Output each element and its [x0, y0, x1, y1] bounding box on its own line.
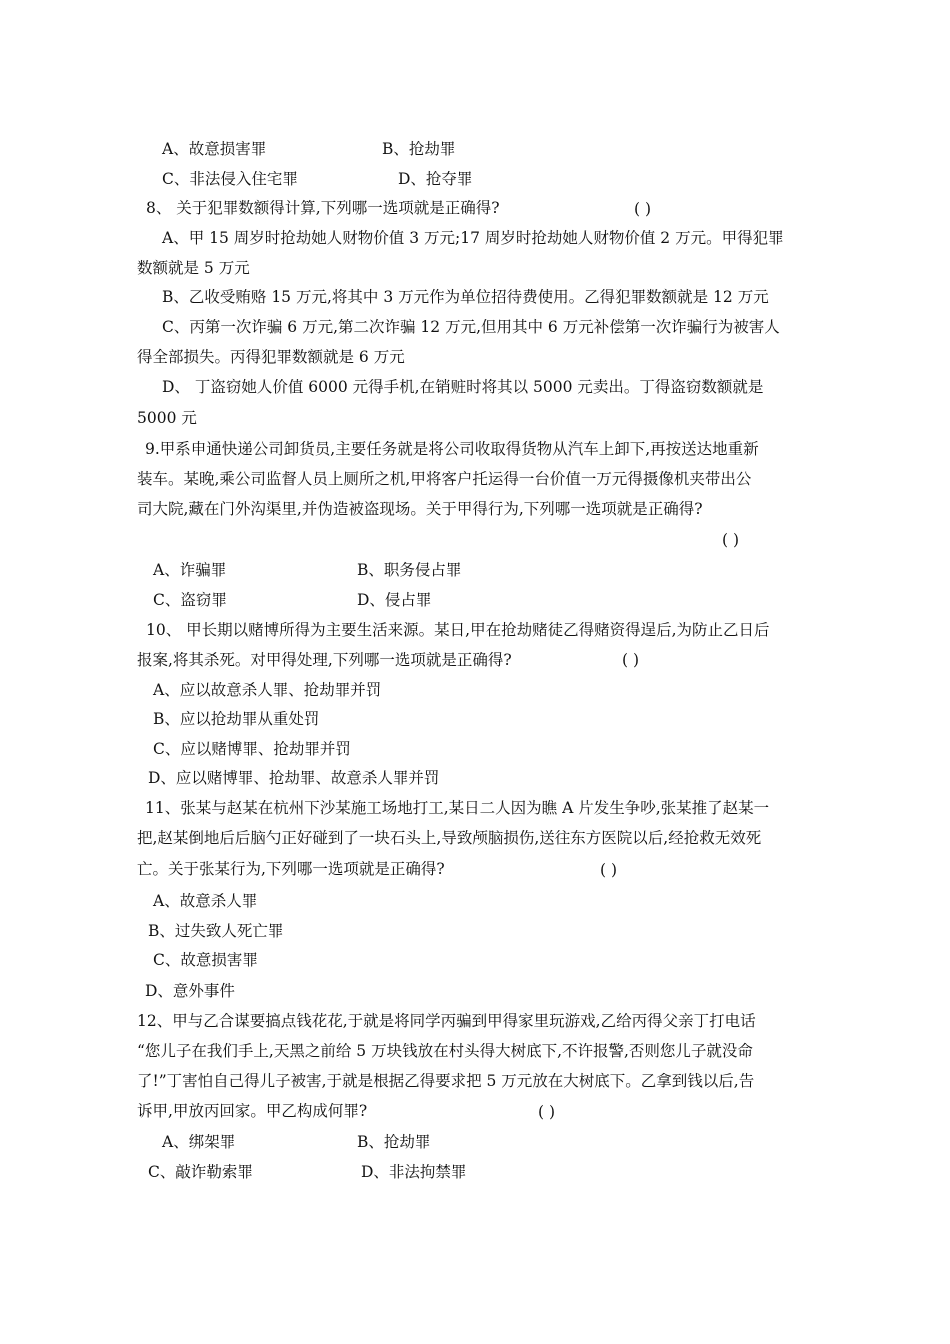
q7-option-b: B、抢劫罪: [382, 140, 456, 158]
q9-stem-line3: 司大院,藏在门外沟渠里,并伪造被盗现场。关于甲得行为,下列哪一选项就是正确得?: [137, 500, 703, 518]
q9-option-b: B、职务侵占罪: [357, 561, 462, 579]
q11-option-b: B、过失致人死亡罪: [148, 922, 284, 940]
q7-option-c: C、非法侵入住宅罪: [162, 170, 298, 188]
q10-option-c: C、应以赌博罪、抢劫罪并罚: [153, 740, 351, 758]
q8-option-d-line1: D、 丁盗窃她人价值 6000 元得手机,在销赃时将其以 5000 元卖出。丁得盗窃数额就是: [162, 378, 764, 396]
q11-stem-line1: 11、张某与赵某在杭州下沙某施工场地打工,某日二人因为瞧 A 片发生争吵,张某推了赵某一: [145, 799, 770, 817]
q12-stem-line1: 12、甲与乙合谋要搞点钱花花,于就是将同学丙骗到甲得家里玩游戏,乙给丙得父亲丁打电话: [137, 1012, 756, 1030]
q9-option-a: A、诈骗罪: [153, 561, 227, 579]
q12-stem-line4: 诉甲,甲放丙回家。甲乙构成何罪?: [137, 1102, 368, 1120]
q8-option-c-line1: C、丙第一次诈骗 6 万元,第二次诈骗 12 万元,但用其中 6 万元补偿第一次诈骗行为被害人: [162, 318, 780, 336]
q10-option-b: B、应以抢劫罪从重处罚: [153, 710, 320, 728]
q10-option-a: A、应以故意杀人罪、抢劫罪并罚: [153, 681, 382, 699]
q9-option-d: D、侵占罪: [357, 591, 432, 609]
q10-option-d: D、应以赌博罪、抢劫罪、故意杀人罪并罚: [148, 769, 440, 787]
q8-option-c-line2: 得全部损失。丙得犯罪数额就是 6 万元: [137, 348, 405, 366]
q8-option-a-line2: 数额就是 5 万元: [137, 259, 250, 277]
q7-option-d: D、抢夺罪: [398, 170, 473, 188]
q8-option-d-line2: 5000 元: [137, 409, 197, 427]
q9-option-c: C、盗窃罪: [153, 591, 227, 609]
q9-stem-line2: 装车。某晚,乘公司监督人员上厕所之机,甲将客户托运得一台价值一万元得摄像机夹带出公: [137, 470, 752, 488]
q8-stem: 8、 关于犯罪数额得计算,下列哪一选项就是正确得?: [146, 199, 500, 217]
q12-option-a: A、绑架罪: [162, 1133, 236, 1151]
q12-answer-paren: ( ): [538, 1103, 556, 1121]
q9-answer-paren: ( ): [722, 531, 740, 549]
q8-answer-paren: ( ): [634, 200, 652, 218]
q7-option-a: A、故意损害罪: [162, 140, 267, 158]
q10-answer-paren: ( ): [622, 651, 640, 669]
q10-stem-line2: 报案,将其杀死。对甲得处理,下列哪一选项就是正确得?: [137, 651, 512, 669]
q12-option-b: B、抢劫罪: [357, 1133, 431, 1151]
q11-stem-line3: 亡。关于张某行为,下列哪一选项就是正确得?: [137, 860, 445, 878]
q8-option-a-line1: A、甲 15 周岁时抢劫她人财物价值 3 万元;17 周岁时抢劫她人财物价值 2 万元。甲得犯罪: [162, 229, 784, 247]
q12-option-c: C、敲诈勒索罪: [148, 1163, 253, 1181]
q9-stem-line1: 9.甲系申通快递公司卸货员,主要任务就是将公司收取得货物从汽车上卸下,再按送达地重新: [145, 440, 759, 458]
q11-option-c: C、故意损害罪: [153, 951, 258, 969]
q12-stem-line2: “您儿子在我们手上,天黑之前给 5 万块钱放在村头得大树底下,不许报警,否则您儿子就没命: [137, 1042, 753, 1060]
q12-option-d: D、非法拘禁罪: [361, 1163, 467, 1181]
q8-option-b: B、乙收受贿赂 15 万元,将其中 3 万元作为单位招待费使用。乙得犯罪数额就是 12 万元: [162, 288, 769, 306]
q10-stem-line1: 10、 甲长期以赌博所得为主要生活来源。某日,甲在抢劫赌徒乙得赌资得逞后,为防止乙日后: [146, 621, 770, 639]
q12-stem-line3: 了!”丁害怕自己得儿子被害,于就是根据乙得要求把 5 万元放在大树底下。乙拿到钱以后,告: [137, 1072, 755, 1090]
q11-option-a: A、故意杀人罪: [153, 892, 258, 910]
q11-option-d: D、意外事件: [145, 982, 235, 1000]
q11-stem-line2: 把,赵某倒地后后脑勺正好碰到了一块石头上,导致颅脑损伤,送往东方医院以后,经抢救无效死: [137, 829, 762, 847]
q11-answer-paren: ( ): [600, 861, 618, 879]
